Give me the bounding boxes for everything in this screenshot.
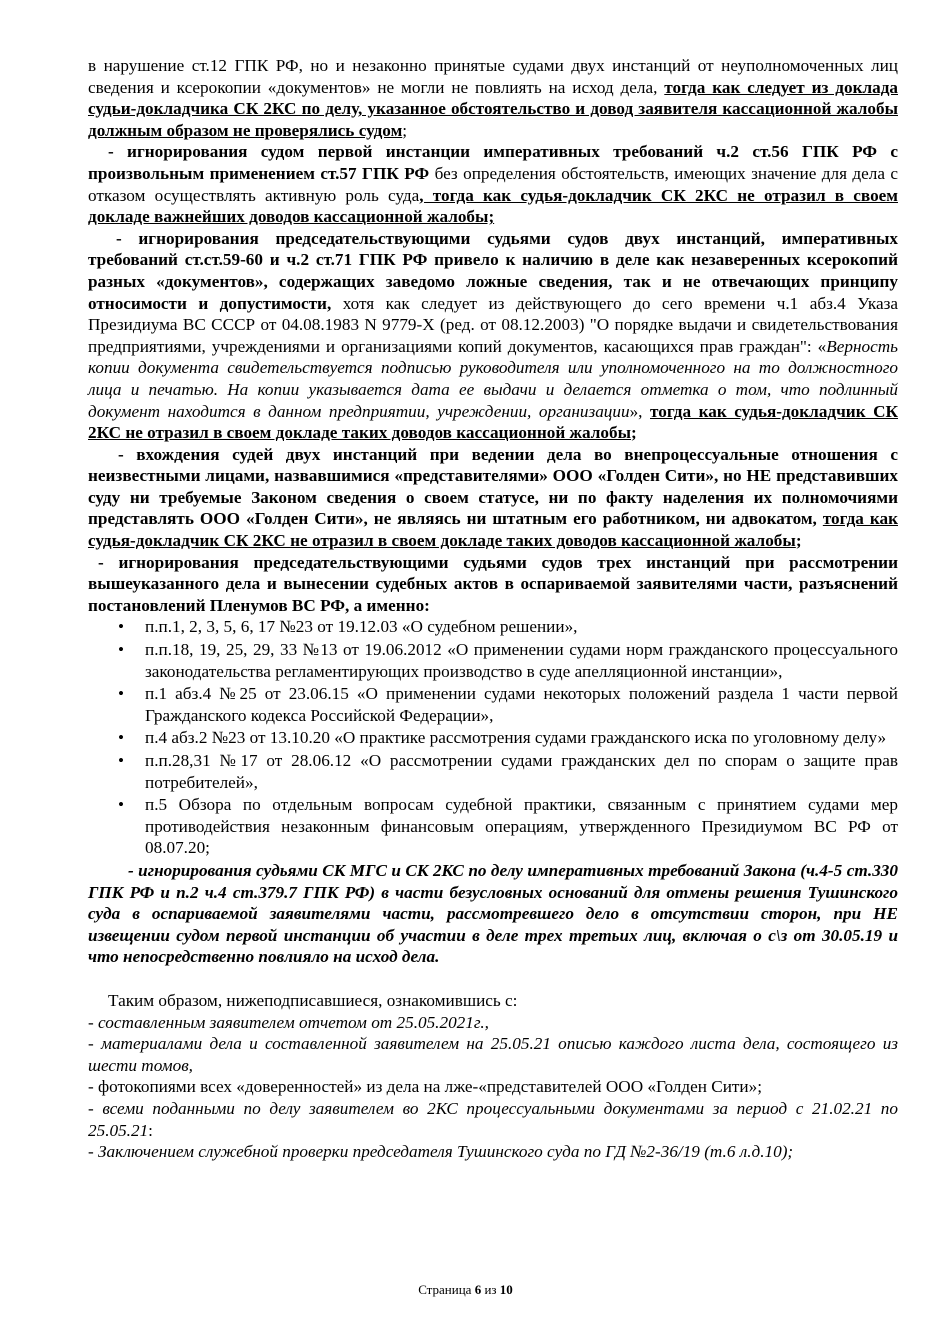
p1-text: в нарушение ст.12 ГПК РФ, но и незаконно принятые судами двух инстанций от неуполномоченных лиц сведения и ксерокопии «документов» не могли не повлиять на исход дела, (88, 56, 898, 97)
p11-end: : (148, 1120, 153, 1140)
paragraph-2 (88, 141, 898, 227)
list-item-text: п.п.28,31 №17 от 28.06.12 «О рассмотрении судами гражданских дел по спорам о защите прав потребителей», (145, 751, 898, 792)
page-total: 10 (499, 1282, 513, 1297)
document-body (88, 55, 898, 1163)
paragraph-item-materials (88, 1033, 898, 1076)
p3-quote: Верность копии документа свидетельствуется подписью руководителя или уполномоченного на то должностного лица и печатью. На копии указывается дата ее выдачи и делается отметка о том, что подлинный документ находится в данном предприятии, учреждении, организации (88, 336, 898, 421)
paragraph-item-conclusion (88, 1141, 898, 1163)
list-item-text: п.п.18, 19, 25, 29, 33 №13 от 19.06.2012 «О применении судами норм гражданского процессуального законодательства регламентирующих производство в суде апелляционной инстанции», (145, 640, 898, 681)
list-item (88, 794, 898, 859)
paragraph-conclusion-intro (88, 990, 898, 1012)
list-item-text: п.5 Обзора по отдельным вопросам судебной практики, связанным с принятием судами мер противодействия незаконным финансовым операциям, утвержденного Президиумом ВС РФ от 08.07.20; (145, 795, 898, 858)
list-item (88, 639, 898, 682)
p2-emphasis: , тогда как судья-докладчик СК 2КС не отразил в своем докладе важнейших доводов кассационной жалобы; (88, 185, 898, 227)
paragraph-item-photocopies (88, 1076, 898, 1098)
p12-text: - Заключением служебной проверки председателя Тушинского суда по ГД №2-36/19 (т.6 л.д.10); (88, 1142, 794, 1162)
p8-text: - составленным заявителем отчетом от 25.05.2021г., (88, 1012, 489, 1032)
paragraph-4 (88, 444, 898, 552)
p4-bold: - вхождения судей двух инстанций при ведении дела во внепроцессуальные отношения с неизвестными лицами, назвавшимися «представителями» ООО «Голден Сити», но НЕ представивших суду ни требуемые Законом сведения о своем статусе, ни по факту наделения их полномочиями представлять ООО «Голден Сити», не являясь ни штатным его работником, ни адвокатом, (88, 444, 898, 529)
p4-emphasis: тогда как судья-докладчик СК 2КС не отразил в своем докладе таких доводов кассационной жалобы (88, 509, 898, 551)
list-item-text: п.4 абз.2 №23 от 13.10.20 «О практике рассмотрения судами гражданского иска по уголовному делу» (145, 728, 887, 748)
p1-end: ; (402, 120, 408, 140)
list-item-text: п.1 абз.4 №25 от 23.06.15 «О применении судами некоторых положений раздела 1 части первой Гражданского кодекса Российской Федерации», (145, 684, 898, 725)
bullet-icon: • (118, 795, 125, 815)
list-item (88, 750, 898, 793)
p3-text: хотя как следует из действующего до сего времени ч.1 абз.4 Указа Президиума ВС СССР от 04.08.1983 N 9779-X (ред. от 08.12.2003) "О порядке выдачи и свидетельствования предприятиями, учреждениями и организациями копий документов, касающихся прав граждан": « (88, 293, 898, 356)
p2-bold: - игнорирования судом первой инстанции императивных требований ч.2 ст.56 ГПК РФ с произвольным применением ст.57 ГПК РФ (88, 142, 898, 183)
p7-text: Таким образом, нижеподписавшиеся, ознакомившись с: (108, 990, 518, 1010)
list-item (88, 616, 898, 638)
p3-end: ; (631, 423, 637, 443)
paragraph-5 (88, 552, 898, 617)
bullet-icon: • (118, 684, 125, 704)
p3-bold: - игнорирования председательствующими судьями судов двух инстанций, императивных требований ст.ст.59-60 и ч.2 ст.71 ГПК РФ привело к наличию в деле как незаверенных ксерокопий разных «документов», содержащих заведомо ложные сведения, так и не отвечающих принципу относимости и допустимости, (88, 228, 898, 313)
list-item (88, 683, 898, 726)
p3-emphasis: тогда как судья-докладчик СК 2КС не отразил в своем докладе таких доводов кассационной жалобы (88, 401, 899, 443)
paragraph-6 (88, 860, 898, 968)
page-label: Страница (418, 1282, 472, 1297)
p5-bold: - игнорирования председательствующими судьями судов трех инстанций при рассмотрении вышеуказанного дела и вынесении судебных актов в оспариваемой заявителями части, разъяснений постановлений Пленумов ВС РФ, а именно: (88, 552, 898, 615)
paragraph-item-documents (88, 1098, 898, 1141)
p6-bold-italic: - игнорирования судьями СК МГС и СК 2КС по делу императивных требований Закона (ч.4-5 ст.330 ГПК РФ и п.2 ч.4 ст.379.7 ГПК РФ) в части безусловных оснований для отмены решения Тушинского суда в оспариваемой заявителями части, рассмотревшего дело в отсутствии сторон, при НЕ извещении судом первой инстанции об участии в деле трех третьих лиц, включая о с\з от 30.05.19 и что непосредственно повлияло на исход дела. (88, 860, 898, 967)
list-item-text: п.п.1, 2, 3, 5, 6, 17 №23 от 19.12.03 «О судебном решении», (145, 617, 578, 637)
page-current: 6 (474, 1282, 482, 1297)
p1-emphasis: тогда как следует из доклада судьи-докладчика СК 2КС по делу, указанное обстоятельство и довод заявителя кассационной жалобы должным образом не проверялись судом (88, 77, 898, 140)
page-of: из (484, 1282, 497, 1297)
bullet-icon: • (118, 728, 125, 748)
list-item (88, 727, 898, 749)
bullet-icon: • (118, 640, 125, 660)
bullet-icon: • (118, 617, 125, 637)
spacer (88, 968, 898, 990)
p3-quote-end: », (629, 401, 651, 421)
p11-text: - всеми поданными по делу заявителем во 2КС процессуальными документами за период с 21.02.21 по 25.05.21 (88, 1098, 898, 1140)
p4-end: ; (795, 531, 802, 551)
paragraph-1 (88, 55, 898, 141)
p9-text: - материалами дела и составленной заявителем на 25.05.21 описью каждого листа дела, состоящего из шести томов, (88, 1034, 898, 1075)
p2-text: без определения обстоятельств, имеющих значение для дела с отказом осуществлять активную роль суда (88, 163, 899, 205)
paragraph-3 (88, 228, 898, 444)
p10-text: - фотокопиями всех «доверенностей» из дела на лже-«представителей ООО «Голден Сити»; (88, 1077, 762, 1097)
bullet-icon: • (118, 751, 125, 770)
paragraph-item-report (88, 1012, 898, 1034)
page-footer (0, 1282, 931, 1298)
resolutions-list (88, 616, 898, 859)
